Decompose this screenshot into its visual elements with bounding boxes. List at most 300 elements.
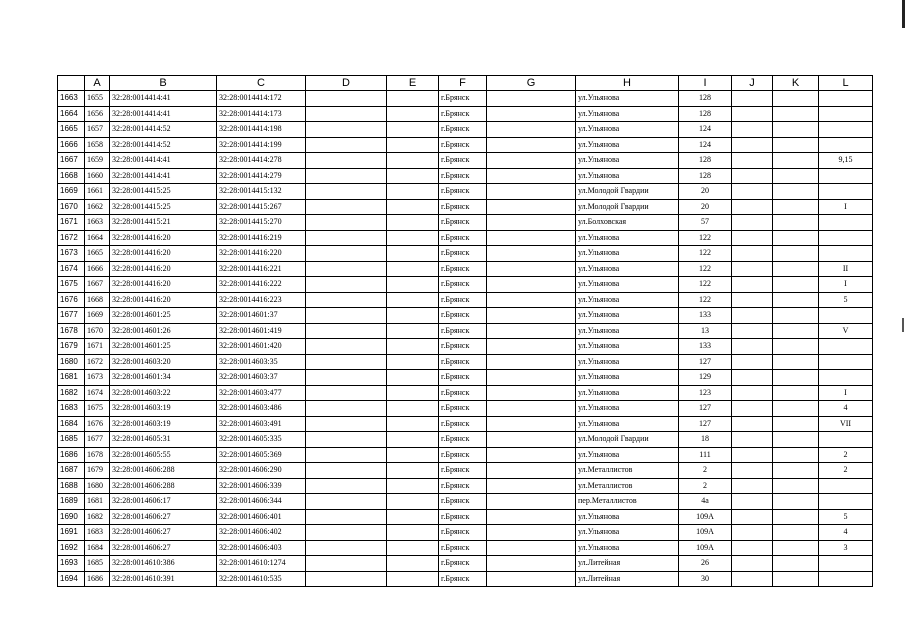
cell-g[interactable] bbox=[487, 556, 576, 572]
cell-k[interactable] bbox=[773, 106, 819, 122]
row-number[interactable]: 1669 bbox=[58, 184, 85, 200]
cell-b[interactable]: 32:28:0014601:26 bbox=[110, 323, 217, 339]
row-number[interactable]: 1692 bbox=[58, 540, 85, 556]
cell-g[interactable] bbox=[487, 432, 576, 448]
cell-i[interactable]: 128 bbox=[679, 168, 732, 184]
cell-l[interactable] bbox=[819, 571, 873, 587]
cell-b[interactable]: 32:28:0014606:27 bbox=[110, 540, 217, 556]
cell-a[interactable]: 1682 bbox=[85, 509, 110, 525]
cell-f[interactable]: г.Брянск bbox=[439, 525, 487, 541]
cell-f[interactable]: г.Брянск bbox=[439, 447, 487, 463]
cell-a[interactable]: 1671 bbox=[85, 339, 110, 355]
cell-i[interactable]: 109А bbox=[679, 509, 732, 525]
cell-g[interactable] bbox=[487, 153, 576, 169]
cell-l[interactable]: II bbox=[819, 261, 873, 277]
cell-e[interactable] bbox=[387, 292, 439, 308]
cell-l[interactable] bbox=[819, 122, 873, 138]
cell-b[interactable]: 32:28:0014416:20 bbox=[110, 292, 217, 308]
cell-g[interactable] bbox=[487, 122, 576, 138]
cell-e[interactable] bbox=[387, 354, 439, 370]
cell-e[interactable] bbox=[387, 230, 439, 246]
row-number[interactable]: 1663 bbox=[58, 91, 85, 107]
cell-i[interactable]: 129 bbox=[679, 370, 732, 386]
cell-f[interactable]: г.Брянск bbox=[439, 354, 487, 370]
cell-d[interactable] bbox=[306, 385, 387, 401]
cell-h[interactable]: ул.Ульянова bbox=[576, 540, 679, 556]
cell-g[interactable] bbox=[487, 463, 576, 479]
cell-h[interactable]: ул.Литейная bbox=[576, 556, 679, 572]
cell-l[interactable]: 2 bbox=[819, 463, 873, 479]
cell-j[interactable] bbox=[732, 184, 773, 200]
cell-h[interactable]: ул.Молодой Гвардии bbox=[576, 432, 679, 448]
cell-k[interactable] bbox=[773, 447, 819, 463]
cell-e[interactable] bbox=[387, 463, 439, 479]
cell-g[interactable] bbox=[487, 261, 576, 277]
cell-k[interactable] bbox=[773, 137, 819, 153]
cell-d[interactable] bbox=[306, 509, 387, 525]
cell-l[interactable] bbox=[819, 432, 873, 448]
row-number[interactable]: 1681 bbox=[58, 370, 85, 386]
cell-i[interactable]: 124 bbox=[679, 122, 732, 138]
cell-g[interactable] bbox=[487, 339, 576, 355]
cell-e[interactable] bbox=[387, 478, 439, 494]
cell-l[interactable] bbox=[819, 137, 873, 153]
cell-g[interactable] bbox=[487, 215, 576, 231]
cell-h[interactable]: ул.Ульянова bbox=[576, 91, 679, 107]
cell-e[interactable] bbox=[387, 308, 439, 324]
cell-l[interactable] bbox=[819, 91, 873, 107]
cell-j[interactable] bbox=[732, 525, 773, 541]
cell-h[interactable]: ул.Ульянова bbox=[576, 354, 679, 370]
cell-b[interactable]: 32:28:0014601:25 bbox=[110, 339, 217, 355]
cell-c[interactable]: 32:28:0014606:339 bbox=[217, 478, 306, 494]
cell-b[interactable]: 32:28:0014610:386 bbox=[110, 556, 217, 572]
cell-c[interactable]: 32:28:0014601:37 bbox=[217, 308, 306, 324]
cell-e[interactable] bbox=[387, 447, 439, 463]
cell-f[interactable]: г.Брянск bbox=[439, 339, 487, 355]
cell-b[interactable]: 32:28:0014606:17 bbox=[110, 494, 217, 510]
column-header[interactable]: D bbox=[306, 76, 387, 91]
cell-l[interactable] bbox=[819, 308, 873, 324]
cell-l[interactable]: 3 bbox=[819, 540, 873, 556]
cell-k[interactable] bbox=[773, 153, 819, 169]
cell-f[interactable]: г.Брянск bbox=[439, 571, 487, 587]
cell-f[interactable]: г.Брянск bbox=[439, 463, 487, 479]
cell-k[interactable] bbox=[773, 463, 819, 479]
cell-d[interactable] bbox=[306, 370, 387, 386]
cell-k[interactable] bbox=[773, 230, 819, 246]
column-header[interactable]: B bbox=[110, 76, 217, 91]
cell-a[interactable]: 1680 bbox=[85, 478, 110, 494]
cell-f[interactable]: г.Брянск bbox=[439, 370, 487, 386]
cell-j[interactable] bbox=[732, 416, 773, 432]
cell-j[interactable] bbox=[732, 277, 773, 293]
cell-b[interactable]: 32:28:0014416:20 bbox=[110, 277, 217, 293]
cell-a[interactable]: 1656 bbox=[85, 106, 110, 122]
cell-l[interactable]: 4 bbox=[819, 401, 873, 417]
cell-b[interactable]: 32:28:0014416:20 bbox=[110, 246, 217, 262]
cell-c[interactable]: 32:28:0014603:35 bbox=[217, 354, 306, 370]
row-number[interactable]: 1687 bbox=[58, 463, 85, 479]
cell-f[interactable]: г.Брянск bbox=[439, 556, 487, 572]
cell-k[interactable] bbox=[773, 525, 819, 541]
cell-f[interactable]: г.Брянск bbox=[439, 292, 487, 308]
cell-j[interactable] bbox=[732, 509, 773, 525]
column-header[interactable]: H bbox=[576, 76, 679, 91]
cell-c[interactable]: 32:28:0014601:420 bbox=[217, 339, 306, 355]
cell-a[interactable]: 1686 bbox=[85, 571, 110, 587]
column-header[interactable]: C bbox=[217, 76, 306, 91]
cell-d[interactable] bbox=[306, 137, 387, 153]
cell-b[interactable]: 32:28:0014610:391 bbox=[110, 571, 217, 587]
cell-a[interactable]: 1672 bbox=[85, 354, 110, 370]
cell-a[interactable]: 1663 bbox=[85, 215, 110, 231]
row-number[interactable]: 1694 bbox=[58, 571, 85, 587]
cell-h[interactable]: ул.Ульянова bbox=[576, 168, 679, 184]
cell-l[interactable] bbox=[819, 184, 873, 200]
cell-j[interactable] bbox=[732, 556, 773, 572]
cell-f[interactable]: г.Брянск bbox=[439, 323, 487, 339]
cell-b[interactable]: 32:28:0014605:31 bbox=[110, 432, 217, 448]
cell-i[interactable]: 13 bbox=[679, 323, 732, 339]
cell-i[interactable]: 109А bbox=[679, 540, 732, 556]
cell-e[interactable] bbox=[387, 106, 439, 122]
cell-l[interactable]: 5 bbox=[819, 292, 873, 308]
column-header[interactable]: K bbox=[773, 76, 819, 91]
cell-a[interactable]: 1681 bbox=[85, 494, 110, 510]
cell-b[interactable]: 32:28:0014415:21 bbox=[110, 215, 217, 231]
cell-f[interactable]: г.Брянск bbox=[439, 215, 487, 231]
cell-c[interactable]: 32:28:0014415:132 bbox=[217, 184, 306, 200]
cell-j[interactable] bbox=[732, 308, 773, 324]
cell-b[interactable]: 32:28:0014414:52 bbox=[110, 137, 217, 153]
cell-l[interactable] bbox=[819, 168, 873, 184]
cell-g[interactable] bbox=[487, 540, 576, 556]
row-number[interactable]: 1666 bbox=[58, 137, 85, 153]
column-header[interactable]: J bbox=[732, 76, 773, 91]
cell-i[interactable]: 127 bbox=[679, 401, 732, 417]
cell-i[interactable]: 128 bbox=[679, 91, 732, 107]
cell-j[interactable] bbox=[732, 370, 773, 386]
cell-j[interactable] bbox=[732, 571, 773, 587]
row-number[interactable]: 1673 bbox=[58, 246, 85, 262]
cell-j[interactable] bbox=[732, 215, 773, 231]
cell-k[interactable] bbox=[773, 323, 819, 339]
cell-i[interactable]: 20 bbox=[679, 199, 732, 215]
cell-h[interactable]: пер.Металлистов bbox=[576, 494, 679, 510]
cell-i[interactable]: 111 bbox=[679, 447, 732, 463]
cell-l[interactable]: 4 bbox=[819, 525, 873, 541]
cell-k[interactable] bbox=[773, 370, 819, 386]
cell-g[interactable] bbox=[487, 370, 576, 386]
cell-k[interactable] bbox=[773, 339, 819, 355]
cell-i[interactable]: 133 bbox=[679, 308, 732, 324]
cell-h[interactable]: ул.Ульянова bbox=[576, 509, 679, 525]
cell-g[interactable] bbox=[487, 323, 576, 339]
column-header[interactable]: G bbox=[487, 76, 576, 91]
cell-h[interactable]: ул.Ульянова bbox=[576, 153, 679, 169]
cell-a[interactable]: 1679 bbox=[85, 463, 110, 479]
cell-a[interactable]: 1655 bbox=[85, 91, 110, 107]
column-header[interactable]: F bbox=[439, 76, 487, 91]
cell-c[interactable]: 32:28:0014416:221 bbox=[217, 261, 306, 277]
cell-a[interactable]: 1678 bbox=[85, 447, 110, 463]
cell-l[interactable] bbox=[819, 494, 873, 510]
cell-d[interactable] bbox=[306, 277, 387, 293]
cell-k[interactable] bbox=[773, 215, 819, 231]
cell-e[interactable] bbox=[387, 137, 439, 153]
row-number[interactable]: 1689 bbox=[58, 494, 85, 510]
cell-a[interactable]: 1658 bbox=[85, 137, 110, 153]
cell-l[interactable]: V bbox=[819, 323, 873, 339]
cell-e[interactable] bbox=[387, 246, 439, 262]
cell-c[interactable]: 32:28:0014606:290 bbox=[217, 463, 306, 479]
cell-j[interactable] bbox=[732, 122, 773, 138]
cell-c[interactable]: 32:28:0014603:486 bbox=[217, 401, 306, 417]
cell-h[interactable]: ул.Металлистов bbox=[576, 478, 679, 494]
cell-b[interactable]: 32:28:0014603:19 bbox=[110, 401, 217, 417]
row-number[interactable]: 1672 bbox=[58, 230, 85, 246]
cell-e[interactable] bbox=[387, 122, 439, 138]
cell-d[interactable] bbox=[306, 354, 387, 370]
cell-f[interactable]: г.Брянск bbox=[439, 385, 487, 401]
cell-i[interactable]: 122 bbox=[679, 246, 732, 262]
cell-i[interactable]: 122 bbox=[679, 261, 732, 277]
cell-b[interactable]: 32:28:0014603:22 bbox=[110, 385, 217, 401]
cell-a[interactable]: 1685 bbox=[85, 556, 110, 572]
cell-j[interactable] bbox=[732, 292, 773, 308]
cell-k[interactable] bbox=[773, 432, 819, 448]
cell-g[interactable] bbox=[487, 401, 576, 417]
row-number[interactable]: 1683 bbox=[58, 401, 85, 417]
cell-d[interactable] bbox=[306, 246, 387, 262]
cell-b[interactable]: 32:28:0014601:34 bbox=[110, 370, 217, 386]
cell-g[interactable] bbox=[487, 354, 576, 370]
cell-g[interactable] bbox=[487, 277, 576, 293]
cell-l[interactable] bbox=[819, 106, 873, 122]
cell-c[interactable]: 32:28:0014603:477 bbox=[217, 385, 306, 401]
cell-j[interactable] bbox=[732, 385, 773, 401]
cell-j[interactable] bbox=[732, 230, 773, 246]
row-number[interactable]: 1670 bbox=[58, 199, 85, 215]
cell-h[interactable]: ул.Ульянова bbox=[576, 246, 679, 262]
cell-f[interactable]: г.Брянск bbox=[439, 122, 487, 138]
cell-j[interactable] bbox=[732, 168, 773, 184]
cell-f[interactable]: г.Брянск bbox=[439, 509, 487, 525]
cell-d[interactable] bbox=[306, 416, 387, 432]
cell-c[interactable]: 32:28:0014415:267 bbox=[217, 199, 306, 215]
cell-f[interactable]: г.Брянск bbox=[439, 401, 487, 417]
cell-g[interactable] bbox=[487, 416, 576, 432]
cell-l[interactable]: 5 bbox=[819, 509, 873, 525]
cell-a[interactable]: 1662 bbox=[85, 199, 110, 215]
cell-l[interactable] bbox=[819, 339, 873, 355]
cell-l[interactable] bbox=[819, 354, 873, 370]
cell-d[interactable] bbox=[306, 494, 387, 510]
cell-g[interactable] bbox=[487, 246, 576, 262]
cell-d[interactable] bbox=[306, 478, 387, 494]
cell-k[interactable] bbox=[773, 478, 819, 494]
cell-j[interactable] bbox=[732, 137, 773, 153]
cell-j[interactable] bbox=[732, 447, 773, 463]
cell-d[interactable] bbox=[306, 292, 387, 308]
cell-k[interactable] bbox=[773, 416, 819, 432]
row-number[interactable]: 1674 bbox=[58, 261, 85, 277]
cell-e[interactable] bbox=[387, 385, 439, 401]
cell-f[interactable]: г.Брянск bbox=[439, 137, 487, 153]
cell-k[interactable] bbox=[773, 354, 819, 370]
cell-g[interactable] bbox=[487, 106, 576, 122]
cell-g[interactable] bbox=[487, 385, 576, 401]
cell-l[interactable] bbox=[819, 215, 873, 231]
cell-a[interactable]: 1668 bbox=[85, 292, 110, 308]
cell-k[interactable] bbox=[773, 494, 819, 510]
corner-cell[interactable] bbox=[58, 76, 85, 91]
column-header[interactable]: A bbox=[85, 76, 110, 91]
cell-e[interactable] bbox=[387, 509, 439, 525]
cell-l[interactable] bbox=[819, 246, 873, 262]
cell-a[interactable]: 1674 bbox=[85, 385, 110, 401]
cell-k[interactable] bbox=[773, 509, 819, 525]
cell-k[interactable] bbox=[773, 385, 819, 401]
cell-f[interactable]: г.Брянск bbox=[439, 230, 487, 246]
cell-a[interactable]: 1661 bbox=[85, 184, 110, 200]
row-number[interactable]: 1686 bbox=[58, 447, 85, 463]
cell-k[interactable] bbox=[773, 199, 819, 215]
cell-j[interactable] bbox=[732, 323, 773, 339]
cell-d[interactable] bbox=[306, 571, 387, 587]
cell-c[interactable]: 32:28:0014414:173 bbox=[217, 106, 306, 122]
cell-e[interactable] bbox=[387, 184, 439, 200]
cell-j[interactable] bbox=[732, 401, 773, 417]
cell-e[interactable] bbox=[387, 323, 439, 339]
cell-l[interactable] bbox=[819, 478, 873, 494]
cell-i[interactable]: 128 bbox=[679, 106, 732, 122]
cell-b[interactable]: 32:28:0014414:41 bbox=[110, 168, 217, 184]
cell-d[interactable] bbox=[306, 168, 387, 184]
cell-d[interactable] bbox=[306, 153, 387, 169]
cell-d[interactable] bbox=[306, 339, 387, 355]
cell-i[interactable]: 4а bbox=[679, 494, 732, 510]
cell-i[interactable]: 123 bbox=[679, 385, 732, 401]
cell-d[interactable] bbox=[306, 540, 387, 556]
cell-b[interactable]: 32:28:0014415:25 bbox=[110, 184, 217, 200]
cell-b[interactable]: 32:28:0014415:25 bbox=[110, 199, 217, 215]
cell-e[interactable] bbox=[387, 556, 439, 572]
cell-g[interactable] bbox=[487, 571, 576, 587]
cell-i[interactable]: 57 bbox=[679, 215, 732, 231]
row-number[interactable]: 1682 bbox=[58, 385, 85, 401]
cell-i[interactable]: 127 bbox=[679, 354, 732, 370]
cell-l[interactable]: I bbox=[819, 199, 873, 215]
cell-h[interactable]: ул.Молодой Гвардии bbox=[576, 184, 679, 200]
cell-e[interactable] bbox=[387, 91, 439, 107]
cell-i[interactable]: 18 bbox=[679, 432, 732, 448]
row-number[interactable]: 1693 bbox=[58, 556, 85, 572]
cell-a[interactable]: 1665 bbox=[85, 246, 110, 262]
cell-b[interactable]: 32:28:0014414:41 bbox=[110, 106, 217, 122]
cell-c[interactable]: 32:28:0014606:401 bbox=[217, 509, 306, 525]
cell-h[interactable]: ул.Ульянова bbox=[576, 525, 679, 541]
cell-k[interactable] bbox=[773, 168, 819, 184]
cell-l[interactable]: I bbox=[819, 277, 873, 293]
cell-f[interactable]: г.Брянск bbox=[439, 106, 487, 122]
cell-h[interactable]: ул.Ульянова bbox=[576, 261, 679, 277]
cell-i[interactable]: 133 bbox=[679, 339, 732, 355]
cell-e[interactable] bbox=[387, 199, 439, 215]
cell-d[interactable] bbox=[306, 525, 387, 541]
cell-c[interactable]: 32:28:0014610:535 bbox=[217, 571, 306, 587]
cell-i[interactable]: 122 bbox=[679, 230, 732, 246]
cell-b[interactable]: 32:28:0014605:55 bbox=[110, 447, 217, 463]
cell-i[interactable]: 127 bbox=[679, 416, 732, 432]
cell-g[interactable] bbox=[487, 447, 576, 463]
cell-l[interactable]: 2 bbox=[819, 447, 873, 463]
cell-b[interactable]: 32:28:0014606:288 bbox=[110, 478, 217, 494]
row-number[interactable]: 1680 bbox=[58, 354, 85, 370]
cell-e[interactable] bbox=[387, 261, 439, 277]
cell-c[interactable]: 32:28:0014606:403 bbox=[217, 540, 306, 556]
cell-g[interactable] bbox=[487, 184, 576, 200]
cell-k[interactable] bbox=[773, 571, 819, 587]
cell-c[interactable]: 32:28:0014605:335 bbox=[217, 432, 306, 448]
row-number[interactable]: 1664 bbox=[58, 106, 85, 122]
cell-f[interactable]: г.Брянск bbox=[439, 199, 487, 215]
cell-k[interactable] bbox=[773, 401, 819, 417]
cell-g[interactable] bbox=[487, 199, 576, 215]
cell-i[interactable]: 2 bbox=[679, 478, 732, 494]
row-number[interactable]: 1678 bbox=[58, 323, 85, 339]
cell-f[interactable]: г.Брянск bbox=[439, 308, 487, 324]
cell-c[interactable]: 32:28:0014414:172 bbox=[217, 91, 306, 107]
cell-h[interactable]: ул.Ульянова bbox=[576, 339, 679, 355]
cell-e[interactable] bbox=[387, 401, 439, 417]
cell-d[interactable] bbox=[306, 122, 387, 138]
cell-g[interactable] bbox=[487, 137, 576, 153]
row-number[interactable]: 1691 bbox=[58, 525, 85, 541]
cell-b[interactable]: 32:28:0014416:20 bbox=[110, 261, 217, 277]
cell-h[interactable]: ул.Ульянова bbox=[576, 323, 679, 339]
cell-e[interactable] bbox=[387, 153, 439, 169]
cell-f[interactable]: г.Брянск bbox=[439, 540, 487, 556]
row-number[interactable]: 1668 bbox=[58, 168, 85, 184]
cell-a[interactable]: 1684 bbox=[85, 540, 110, 556]
cell-k[interactable] bbox=[773, 277, 819, 293]
cell-h[interactable]: ул.Ульянова bbox=[576, 370, 679, 386]
cell-g[interactable] bbox=[487, 494, 576, 510]
cell-g[interactable] bbox=[487, 308, 576, 324]
cell-j[interactable] bbox=[732, 153, 773, 169]
cell-f[interactable]: г.Брянск bbox=[439, 277, 487, 293]
cell-h[interactable]: ул.Металлистов bbox=[576, 463, 679, 479]
cell-e[interactable] bbox=[387, 215, 439, 231]
cell-j[interactable] bbox=[732, 540, 773, 556]
cell-h[interactable]: ул.Ульянова bbox=[576, 416, 679, 432]
cell-d[interactable] bbox=[306, 215, 387, 231]
cell-j[interactable] bbox=[732, 494, 773, 510]
row-number[interactable]: 1685 bbox=[58, 432, 85, 448]
cell-c[interactable]: 32:28:0014606:344 bbox=[217, 494, 306, 510]
cell-f[interactable]: г.Брянск bbox=[439, 416, 487, 432]
cell-k[interactable] bbox=[773, 556, 819, 572]
row-number[interactable]: 1671 bbox=[58, 215, 85, 231]
cell-d[interactable] bbox=[306, 432, 387, 448]
cell-f[interactable]: г.Брянск bbox=[439, 91, 487, 107]
cell-g[interactable] bbox=[487, 525, 576, 541]
cell-f[interactable]: г.Брянск bbox=[439, 246, 487, 262]
cell-a[interactable]: 1657 bbox=[85, 122, 110, 138]
cell-d[interactable] bbox=[306, 261, 387, 277]
